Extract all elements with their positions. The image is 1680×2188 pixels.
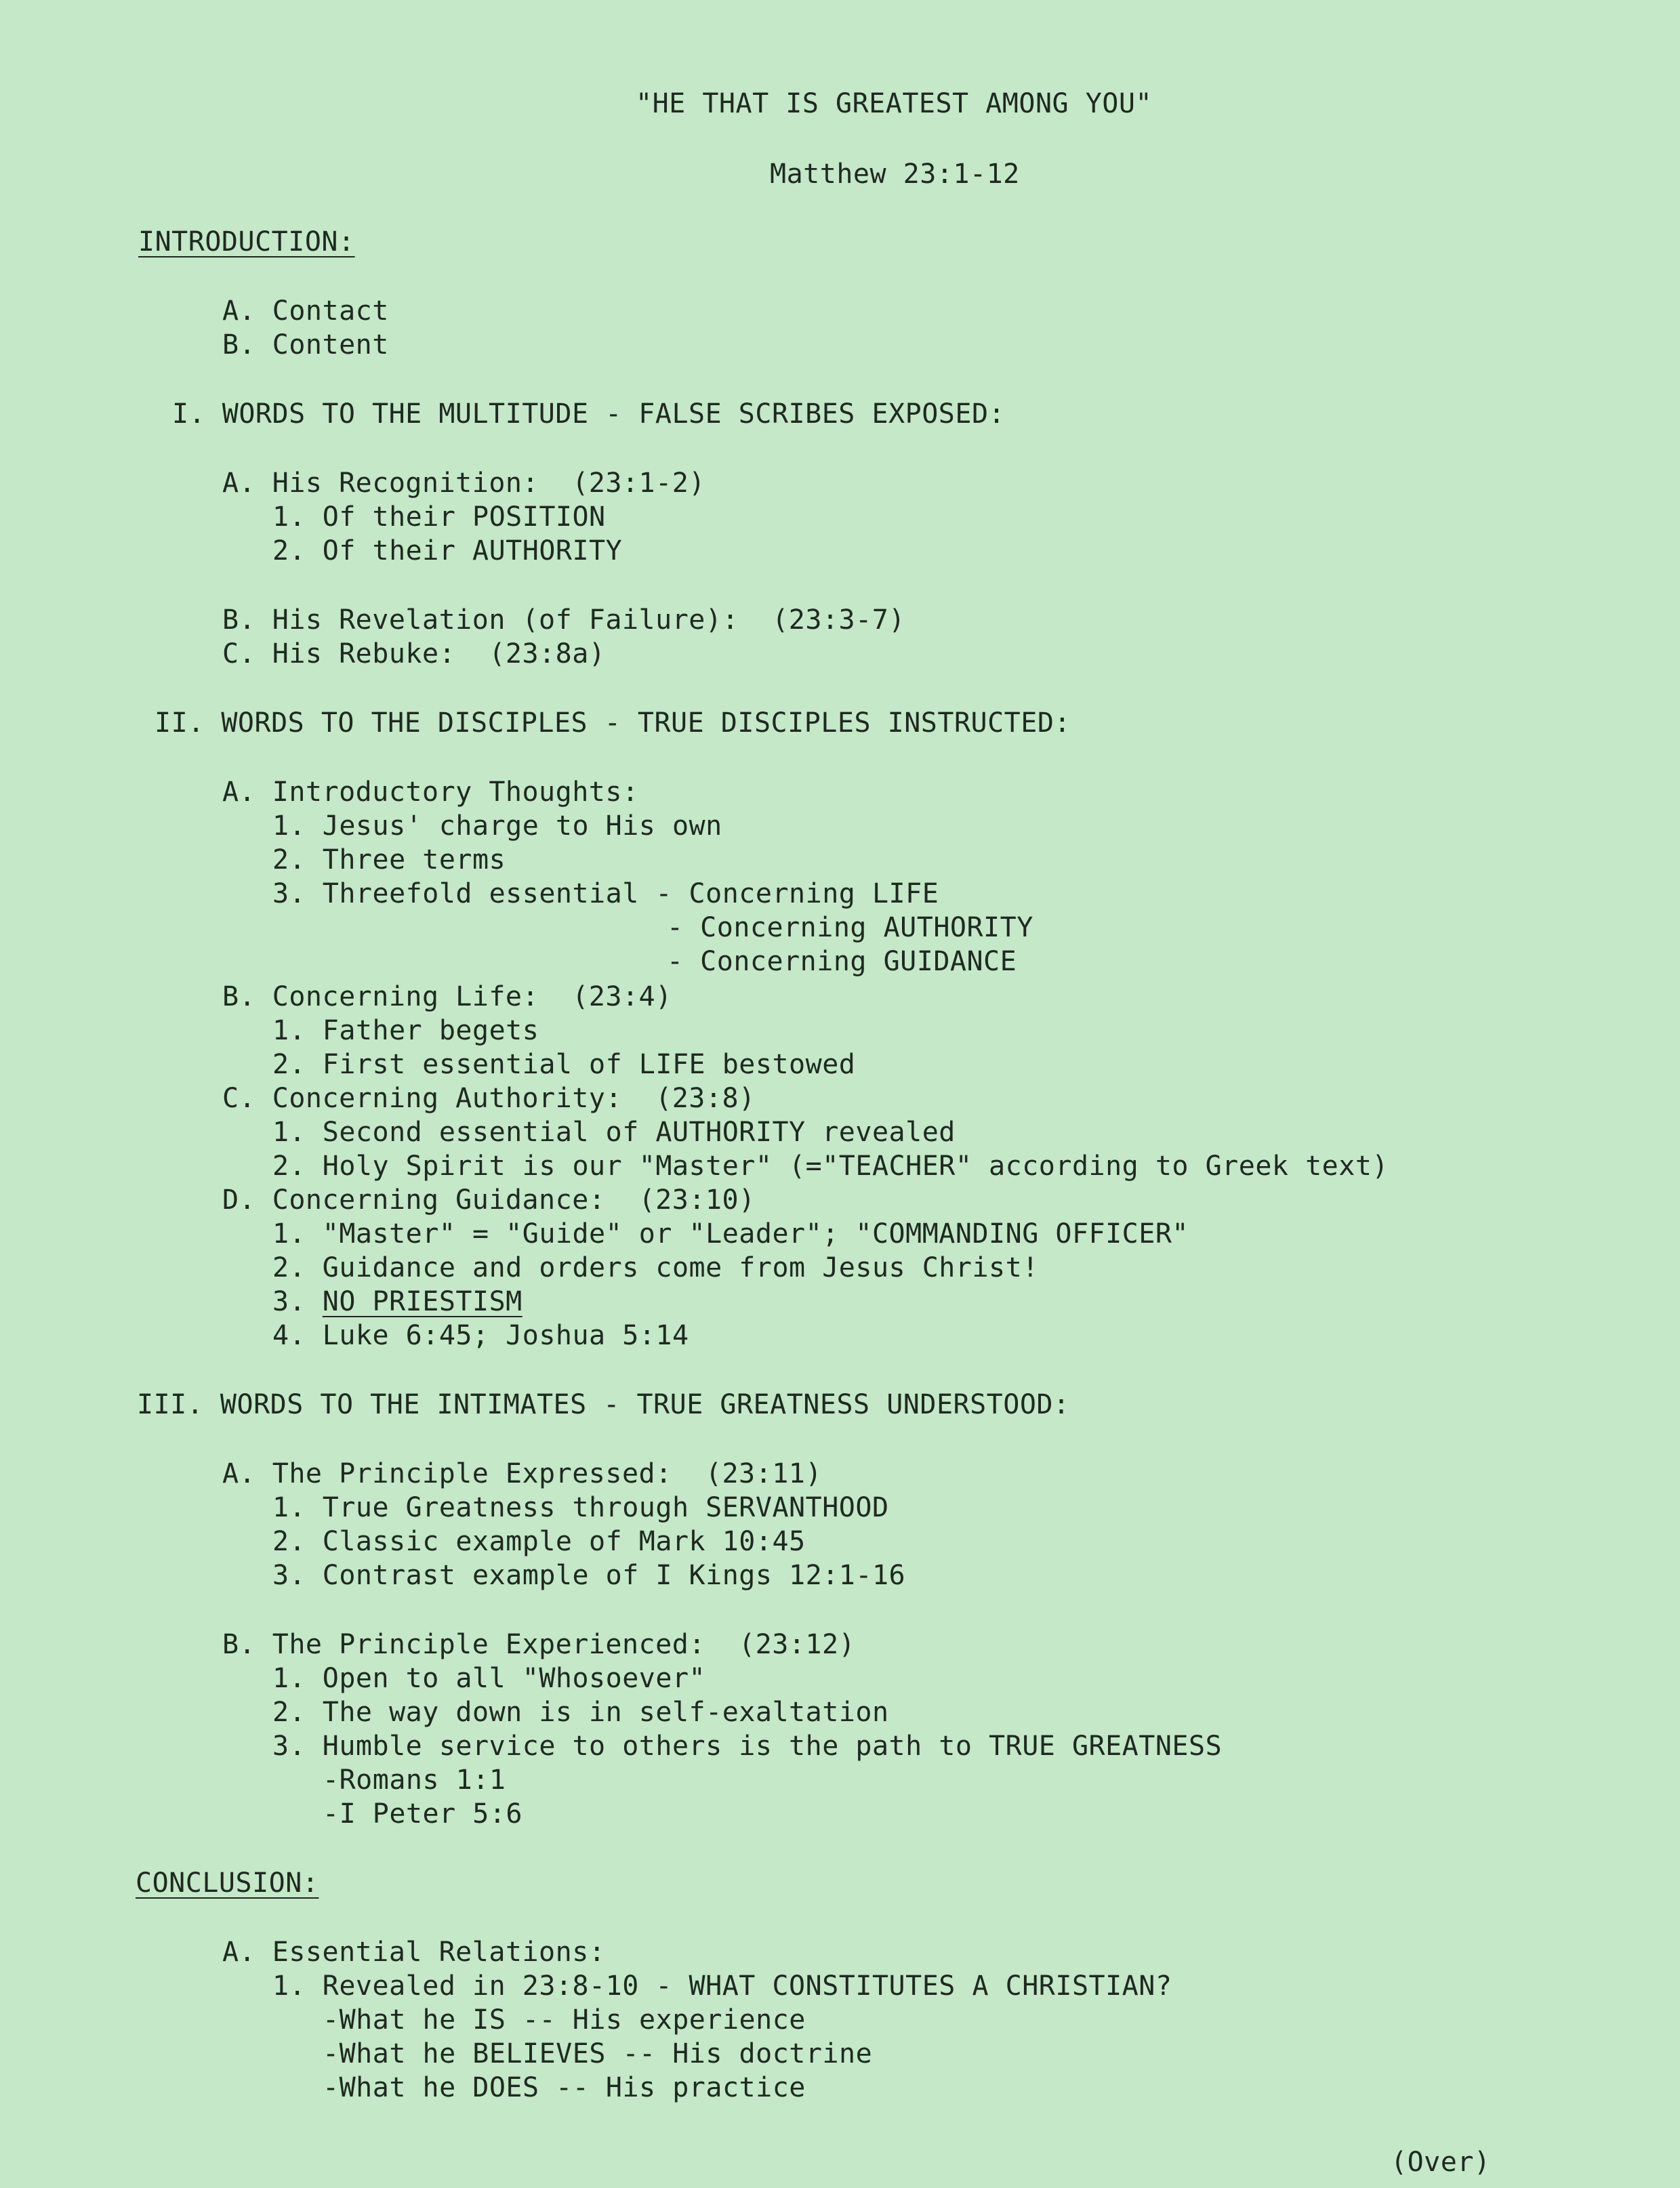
- section-2-item-d2: 2. Guidance and orders come from Jesus Christ!: [272, 1252, 1039, 1283]
- section-3-item-a1: 1. True Greatness through SERVANTHOOD: [272, 1492, 889, 1523]
- section-2-item-d3: [272, 1285, 523, 1319]
- section-2-item-a3: 3. Threefold essential - Concerning LIFE: [272, 878, 939, 909]
- section-2-item-d3-number: 3.: [272, 1286, 323, 1317]
- section-2-item-d3-text: NO PRIESTISM: [322, 1286, 523, 1317]
- section-2-item-a3-authority: - Concerning AUTHORITY: [667, 912, 1033, 943]
- section-2-item-b1: 1. Father begets: [272, 1015, 539, 1046]
- section-2-item-c2: 2. Holy Spirit is our "Master" (="TEACHER" according to Greek text): [272, 1151, 1389, 1182]
- section-3-item-a3: 3. Contrast example of I Kings 12:1-16: [272, 1560, 906, 1591]
- conclusion-item-a1-believes: -What he BELIEVES -- His doctrine: [323, 2038, 873, 2069]
- section-3-item-a: A. The Principle Expressed: (23:11): [222, 1458, 822, 1489]
- section-3-item-a2: 2. Classic example of Mark 10:45: [272, 1526, 806, 1557]
- conclusion-item-a1: 1. Revealed in 23:8-10 - WHAT CONSTITUTES A CHRISTIAN?: [272, 1970, 1172, 2002]
- introduction-heading: INTRODUCTION:: [138, 226, 355, 257]
- conclusion-item-a: A. Essential Relations:: [222, 1937, 606, 1968]
- document-title: "HE THAT IS GREATEST AMONG YOU": [636, 88, 1153, 119]
- section-3-item-b3-peter: -I Peter 5:6: [323, 1798, 523, 1830]
- section-2-item-d4: 4. Luke 6:45; Joshua 5:14: [272, 1320, 689, 1351]
- section-3-heading: III. WORDS TO THE INTIMATES - TRUE GREATNESS UNDERSTOOD:: [137, 1389, 1070, 1420]
- section-1-item-b: B. His Revelation (of Failure): (23:3-7): [222, 604, 905, 636]
- section-2-item-d: D. Concerning Guidance: (23:10): [222, 1184, 756, 1216]
- section-1-item-a1: 1. Of their POSITION: [272, 501, 606, 533]
- conclusion-heading: CONCLUSION:: [136, 1867, 319, 1899]
- section-2-item-c: C. Concerning Authority: (23:8): [222, 1083, 756, 1114]
- section-3-item-b3: 3. Humble service to others is the path to TRUE GREATNESS: [272, 1731, 1223, 1762]
- scripture-reference: Matthew 23:1-12: [770, 159, 1020, 190]
- conclusion-item-a1-is: -What he IS -- His experience: [323, 2004, 806, 2036]
- section-2-item-b: B. Concerning Life: (23:4): [222, 981, 672, 1012]
- conclusion-item-a1-does: -What he DOES -- His practice: [323, 2072, 806, 2103]
- section-2-heading: II. WORDS TO THE DISCIPLES - TRUE DISCIPLES INSTRUCTED:: [155, 707, 1071, 739]
- section-2-item-c1: 1. Second essential of AUTHORITY revealed: [272, 1117, 956, 1148]
- section-3-item-b: B. The Principle Experienced: (23:12): [222, 1629, 856, 1660]
- intro-item-b: B. Content: [222, 329, 389, 360]
- section-2-item-d1: 1. "Master" = "Guide" or "Leader"; "COMMANDING OFFICER": [272, 1218, 1189, 1250]
- section-2-item-a: A. Introductory Thoughts:: [222, 777, 639, 808]
- intro-item-a: A. Contact: [222, 295, 389, 327]
- page-footer-over: (Over): [1391, 2147, 1491, 2178]
- section-2-item-b2: 2. First essential of LIFE bestowed: [272, 1049, 856, 1080]
- section-2-item-a2: 2. Three terms: [272, 844, 506, 875]
- section-2-item-a3-guidance: - Concerning GUIDANCE: [667, 946, 1017, 977]
- section-1-item-a: A. His Recognition: (23:1-2): [222, 468, 705, 499]
- section-3-item-b2: 2. The way down is in self-exaltation: [272, 1697, 889, 1728]
- section-2-item-a1: 1. Jesus' charge to His own: [272, 810, 722, 842]
- section-1-item-a2: 2. Of their AUTHORITY: [272, 535, 623, 566]
- section-3-item-b3-romans: -Romans 1:1: [323, 1764, 506, 1796]
- section-1-heading: I. WORDS TO THE MULTITUDE - FALSE SCRIBES EXPOSED:: [172, 398, 1006, 430]
- section-3-item-b1: 1. Open to all "Whosoever": [272, 1663, 706, 1694]
- section-1-item-c: C. His Rebuke: (23:8a): [222, 638, 606, 669]
